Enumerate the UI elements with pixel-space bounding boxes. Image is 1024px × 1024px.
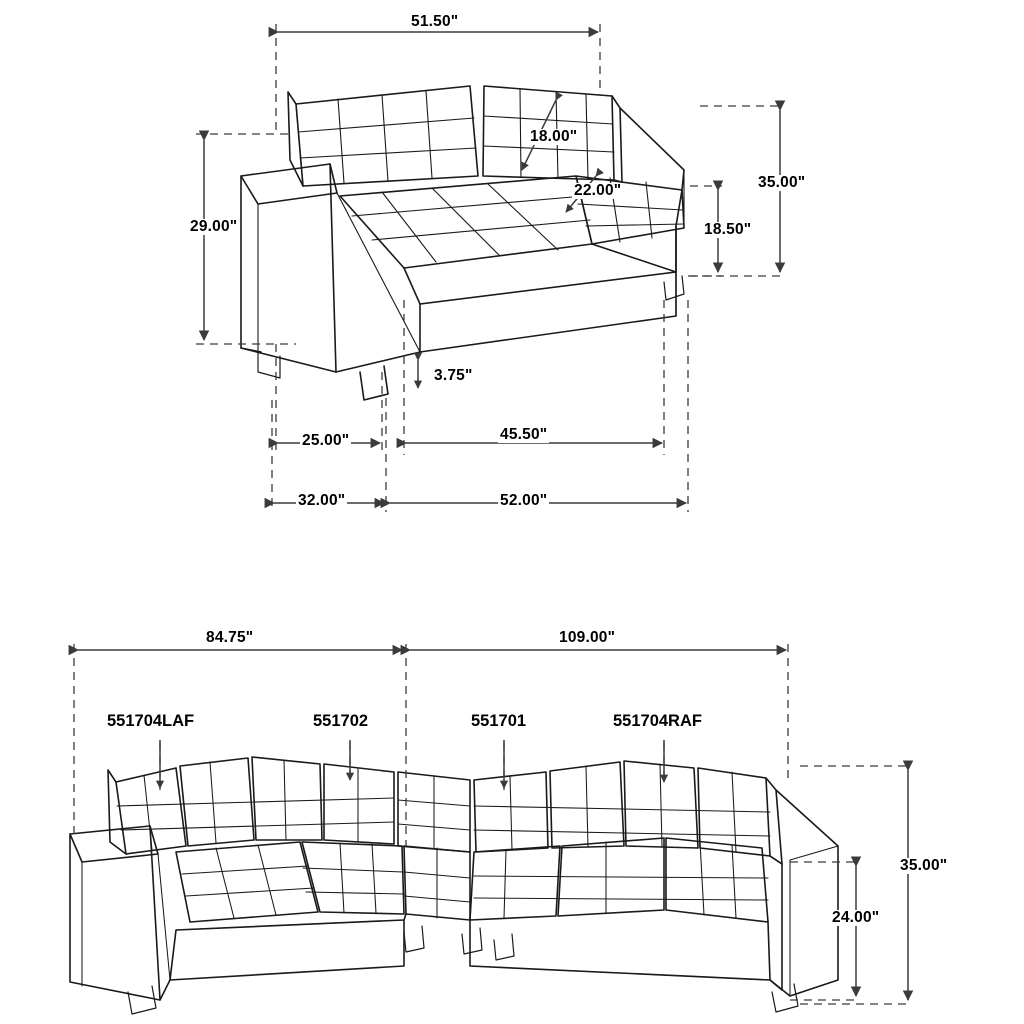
dim-seat-height: 18.50" bbox=[704, 221, 752, 238]
dim-leg-height: 3.75" bbox=[434, 367, 473, 384]
dim-overall-width: 52.00" bbox=[500, 492, 548, 509]
dim-sectional-back-height: 24.00" bbox=[832, 909, 880, 926]
dim-overall-height: 35.00" bbox=[758, 174, 806, 191]
dim-seat-depth: 22.00" bbox=[574, 182, 622, 199]
dim-sectional-overall-height: 35.00" bbox=[900, 857, 948, 874]
part-label-laf: 551704LAF bbox=[107, 712, 195, 730]
dim-right-section-width: 109.00" bbox=[559, 629, 616, 646]
part-label-raf: 551704RAF bbox=[613, 712, 702, 730]
dim-depth-inner: 25.00" bbox=[302, 432, 350, 449]
dim-back-cushion-height: 18.00" bbox=[530, 128, 578, 145]
dim-arm-height: 29.00" bbox=[190, 218, 238, 235]
dim-overall-depth: 32.00" bbox=[298, 492, 346, 509]
part-label-corner: 551701 bbox=[471, 712, 527, 730]
dim-left-section-width: 84.75" bbox=[206, 629, 254, 646]
part-label-armless: 551702 bbox=[313, 712, 369, 730]
dim-seat-width-inner: 45.50" bbox=[500, 426, 548, 443]
dim-top-width: 51.50" bbox=[411, 13, 459, 30]
